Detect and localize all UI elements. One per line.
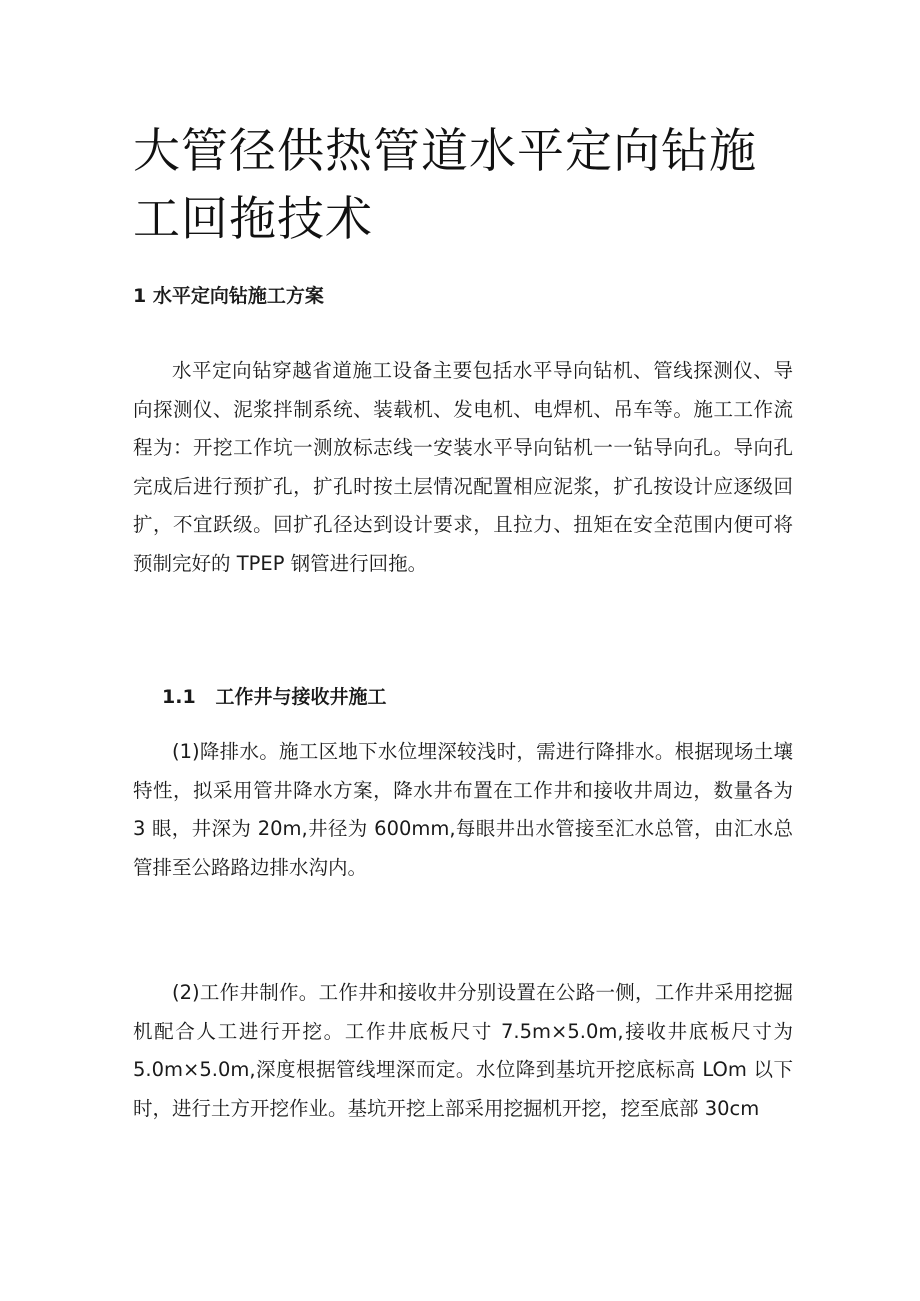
work-pit-paragraph: (2)工作井制作。工作井和接收井分别设置在公路一侧，工作井采用挖掘机配合人工进行开挖。工作井底板尺寸 7.5m×5.0m,接收井底板尺寸为 5.0m×5.0m,深度根据管线埋深而定。水位降到基坑开挖底标高 LOm 以下时，进行土方开挖作业。基坑开挖上部采用挖掘机开挖，挖至底部 30cm — [133, 981, 793, 1120]
document-title: 大管径供热管道水平定向钻施工回拖技术 — [133, 124, 757, 247]
dewatering-paragraph: (1)降排水。施工区地下水位埋深较浅时，需进行降排水。根据现场土壤特性，拟采用管井降水方案，降水井布置在工作井和接收井周边，数量各为 3 眼，井深为 20m,井径为 600mm,每眼井出水管接至汇水总管，由汇水总管排至公路路边排水沟内。 — [133, 740, 793, 879]
section-1-heading: 1 水平定向钻施工方案 — [133, 285, 324, 307]
section-1-paragraph: 水平定向钻穿越省道施工设备主要包括水平导向钻机、管线探测仪、导向探测仪、泥浆拌制系统、装载机、发电机、电焊机、吊车等。施工工作流程为：开挖工作坑一测放标志线一安装水平导向钻机一一钻导向孔。导向孔完成后进行预扩孔，扩孔时按土层情况配置相应泥浆，扩孔按设计应逐级回扩，不宜跃级。回扩孔径达到设计要求，且拉力、扭矩在安全范围内便可将预制完好的 TPEP 钢管进行回拖。 — [133, 359, 793, 575]
section-1-1-heading: 1.1 工作井与接收井施工 — [162, 686, 387, 708]
